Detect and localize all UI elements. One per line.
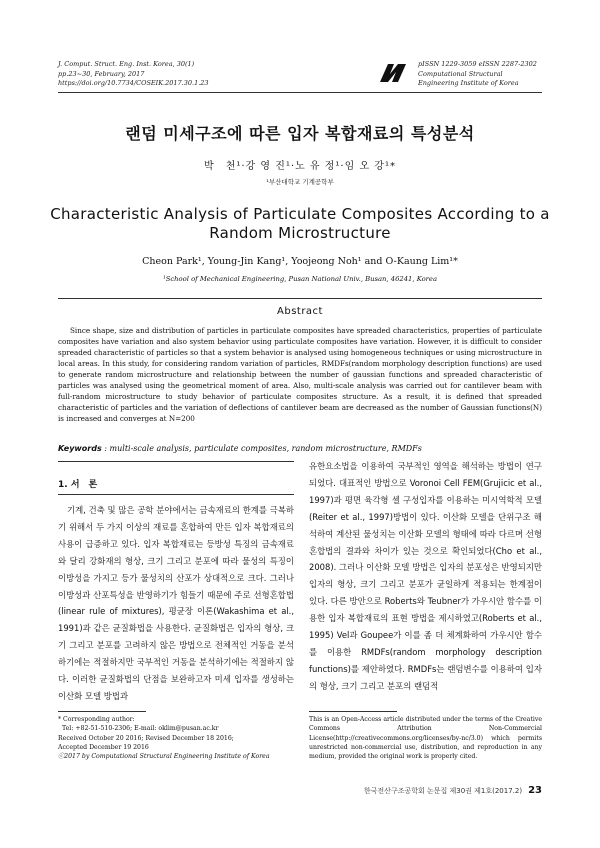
- section-rule: [58, 494, 294, 495]
- section-heading: 1. 서 론: [58, 480, 98, 490]
- issn-block: [418, 60, 537, 89]
- footnote-line: Accepted December 19 2016: [58, 743, 149, 751]
- journal-logo-icon: [378, 60, 408, 86]
- body-column-left: 기계, 건축 및 많은 공학 분야에서는 금속재료의 한계를 극복하기 위해서 두 가지 이상의 재료를 혼합하여 만든 입자 복합재료의 사용이 급증하고 있다. 입자 복합재료는 등방성 특징의 금속재료와 달리 강화재의 형상, 크기 그리고 분포에 따라 물성의 특징이 이방성을 가지고 등가 물성치의 산포가 상대적으로 크다. 그러나 이방성과 산포특성을 반영하기가 힘들기 때문에 주로 선형혼합법(linear rule of mixtures), 평균장 이론(Wakashima et al., 1991)과 같은 균질화법을 사용한다. 균질화법은 입자의 형상, 크기 그리고 분포를 고려하지 않은 방법으로 전체적인 거동을 분석하기에는 적절하지만 국부적인 거동을 분석하기에는 적절하지 않다. 이러한 균질화법의 단점을 보완하고자 미세 입자를 생성하는 이산화 모델 방법과: [58, 505, 294, 701]
- footnote-line: Received October 20 2016; Revised December 18 2016;: [58, 734, 234, 742]
- footnote-line: * Corresponding author:: [58, 716, 135, 723]
- authors-english: Cheon Park¹, Young-Jin Kang¹, Yoojeong Noh¹ and O-Kaung Lim¹*: [142, 256, 458, 267]
- title-korean: 랜덤 미세구조에 따른 입자 복합재료의 특성분석: [125, 124, 475, 143]
- issn-line: pISSN 1229-3059 eISSN 2287-2302: [418, 60, 537, 68]
- page-number: 23: [528, 785, 542, 796]
- body-column-right: 유한요소법을 이용하여 국부적인 영역을 해석하는 방법이 연구되었다. 대표적인 방법으로 Voronoi Cell FEM(Grujicic et al., 1997)과 평면 육각형 셀 구성입자를 이용하는 미시역학적 모델(Reiter et al., 1997)방법이 있다. 이산화 모델을 단위구조 해석하여 계산된 물성치는 이산화 모델의 형태에 따라 다르며 선형혼합법의 결과와 차이가 있는 것으로 확인되었다(Cho et al., 2008). 그러나 이산화 모델 방법은 입자의 분포성은 반영되지만 입자의 형상, 크기 그리고 분포가 균일하게 적용되는 한계점이 있다. 다른 방안으로 Roberts와 Teubner가 가우시안 함수를 이용한 입자 복합재료의 표현 방법을 제시하였고(Roberts et al., 1995) Vel과 Goupee가 이를 좀 더 체계화하여 가우시안 함수를 이용한 RMDFs(random morphology description functions)를 제안하였다. RMDFs는 랜덤변수를 이용하여 입자의 형상, 크기 그리고 분포의 랜덤적: [309, 461, 542, 691]
- keywords-list: : multi-scale analysis, particulate composites, random microstructure, RMDFs: [101, 444, 422, 453]
- affiliation-korean: ¹부산대학교 기계공학부: [266, 178, 334, 186]
- keywords: [58, 444, 422, 453]
- authors-korean: 박 천¹·강 영 진¹·노 유 정¹·임 오 강¹*: [204, 161, 396, 172]
- page-footer: [320, 785, 542, 796]
- abstract-text: Since shape, size and distribution of particles in particulate composites have spreaded characteristics, properties of particulate composites have variation and also system behavior using particulate composites have variation. However, it is difficult to consider spreaded characteristic of particles so that a system behavior is analysed using homogeneous techniques or using microstructure in local areas. In this study, for considering random variation of particles, RMDFs(random morphology description functions) are used to generate random microstructure and relationship between the number of gaussian functions and spreaded characteristic of particles was analysed using the geometrical moment of area. Also, multi-scale analysis was carried out for cantilever beam with full-random microstructure to study behavior of particulate composites structure. As a result, it is defined that spreaded characteristic of particles and the variation of deflections of cantilever beam are decreased as the number of Gaussian functions(N) is increased and converges at N=200: [58, 326, 542, 423]
- header-rule: [58, 92, 542, 93]
- footnote-line: ⓒ2017 by Computational Structural Engineering Institute of Korea: [58, 753, 270, 761]
- footer-journal: 한국전산구조공학회 논문집 제30권 제1호(2017.2): [363, 787, 523, 795]
- affiliation-english: ¹School of Mechanical Engineering, Pusan National Univ., Busan, 46241, Korea: [162, 275, 438, 283]
- footnote-license: This is an Open-Access article distributed under the terms of the Creative Commons Attribution Non-Commercial License(http://creativecommons.org/licenses/by-nc/3.0) which permits unrestricted non-commercial use, distribution, and reproduction in any medium, provided the original work is properly cited.: [309, 716, 542, 761]
- abstract-rule: [58, 298, 542, 299]
- footnote-corresponding: [58, 715, 294, 761]
- footnote-line: Tel: +82-51-510-2306; E-mail: oklim@pusan.ac.kr: [62, 725, 219, 733]
- keywords-rule: [58, 461, 294, 462]
- title-english: Characteristic Analysis of Particulate Composites According to a Random Microstructure: [50, 205, 550, 242]
- footnote-rule: [309, 711, 397, 712]
- keywords-label: Keywords: [58, 444, 102, 453]
- footnote-rule: [58, 711, 146, 712]
- journal-citation: [58, 60, 209, 89]
- citation-line: J. Comput. Struct. Eng. Inst. Korea, 30(1): [58, 60, 195, 68]
- publisher-line: Computational Structural: [418, 69, 503, 78]
- abstract-heading: Abstract: [277, 306, 323, 317]
- doi-link[interactable]: https://doi.org/10.7734/COSEIK.2017.30.1.23: [58, 79, 209, 87]
- publisher-line: Engineering Institute of Korea: [418, 79, 519, 87]
- citation-line: pp.23~30, February, 2017: [58, 69, 145, 78]
